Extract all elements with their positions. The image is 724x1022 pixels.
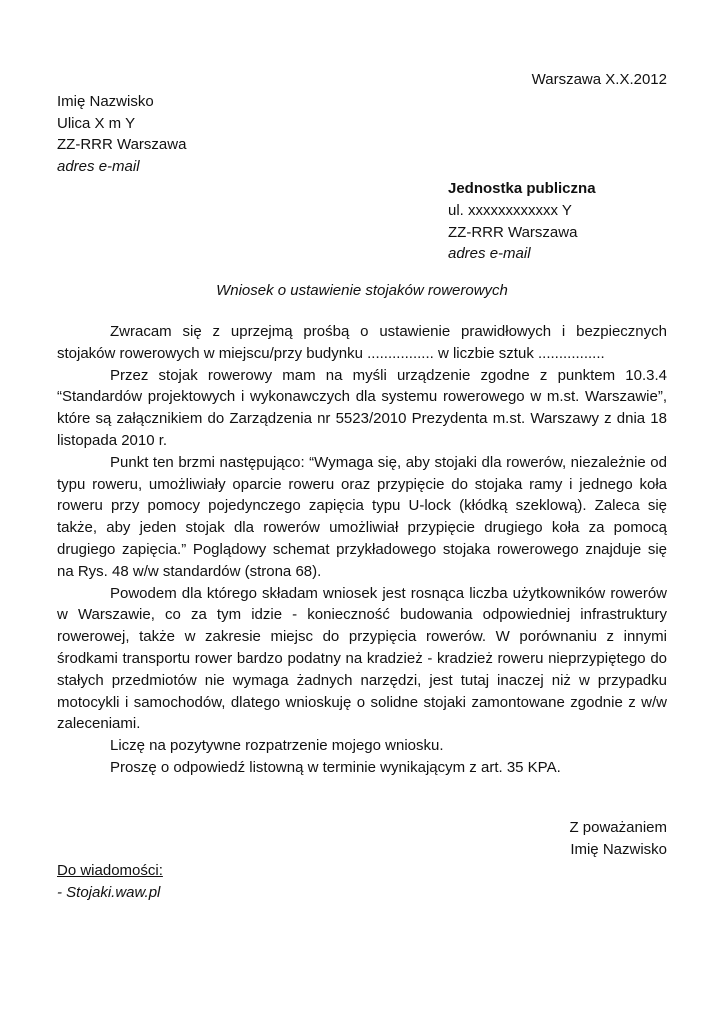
cc-item: - Stojaki.waw.pl — [57, 884, 161, 902]
sender-name: Imię Nazwisko — [57, 92, 154, 110]
body-paragraph: Liczę na pozytywne rozpatrzenie mojego wniosku. — [110, 737, 444, 755]
sender-street: Ulica X m Y — [57, 114, 136, 132]
closing-block — [57, 817, 667, 861]
cc-block — [57, 860, 667, 904]
recipient-street: ul. xxxxxxxxxxxx Y — [448, 201, 572, 219]
sender-city: ZZ-RRR Warszawa — [57, 136, 187, 154]
recipient-name: Jednostka publiczna — [448, 179, 596, 197]
body-paragraph: Przez stojak rowerowy mam na myśli urządzenie zgodne z punktem 10.3.4 “Standardów projektowych i wykonawczych dla systemu rowerowego w m.st. Warszawie”, które są załącznikiem do Zarządzenia nr 5523/2010 Prezydenta m.st. Warszawy z dnia 18 listopada 2010 r. — [57, 366, 667, 449]
letter-body — [57, 321, 667, 779]
letter-date: Warszawa X.X.2012 — [531, 71, 667, 88]
body-paragraph: Powodem dla którego składam wniosek jest rosnąca liczba użytkowników rowerów w Warszawie, co za tym idzie - konieczność budowania odpowiedniej infrastruktury rowerowej, także w zakresie miejsc do przypięcia rowerów. W porównaniu z innymi środkami transportu rower bardzo podatny na kradzież - kradzież roweru nieprzypiętego do stałych przedmiotów nie wymaga żadnych narzędzi, jest tutaj inaczej niż w przypadku motocykli i samochodów, dlatego wnioskuję o solidne stojaki zamontowane zgodnie z w/w zaleceniami. — [57, 584, 667, 733]
sender-email: adres e-mail — [57, 158, 140, 176]
sender-block — [57, 91, 667, 178]
body-paragraph: Zwracam się z uprzejmą prośbą o ustawienie prawidłowych i bezpiecznych stojaków rowerowych w miejscu/przy budynku ................ w liczbie sztuk ................ — [57, 322, 667, 362]
recipient-email: adres e-mail — [448, 245, 531, 263]
letter-content — [57, 69, 667, 904]
recipient-block — [448, 178, 667, 265]
body-paragraph: Punkt ten brzmi następująco: “Wymaga się, aby stojaki dla rowerów, niezależnie od typu roweru, umożliwiały oparcie roweru oraz przypięcie do stojaka ramy i jednego koła roweru przy pomocy pojedynczego zapięcia typu U-lock (kłódką szeklową). Zaleca się także, aby jeden stojak dla rowerów umożliwiał przypięcie drugiego koła za pomocą drugiego zapięcia.” Poglądowy schemat przykładowego stojaka rowerowego znajduje się na Rys. 48 w/w standardów (strona 68). — [57, 453, 667, 580]
body-paragraph: Proszę o odpowiedź listowną w terminie wynikającym z art. 35 KPA. — [110, 758, 561, 776]
recipient-city: ZZ-RRR Warszawa — [448, 223, 578, 241]
closing-name: Imię Nazwisko — [570, 840, 667, 858]
closing-salutation: Z poważaniem — [569, 818, 667, 836]
letter-subject: Wniosek o ustawienie stojaków rowerowych — [216, 282, 508, 300]
cc-label: Do wiadomości: — [57, 862, 163, 880]
